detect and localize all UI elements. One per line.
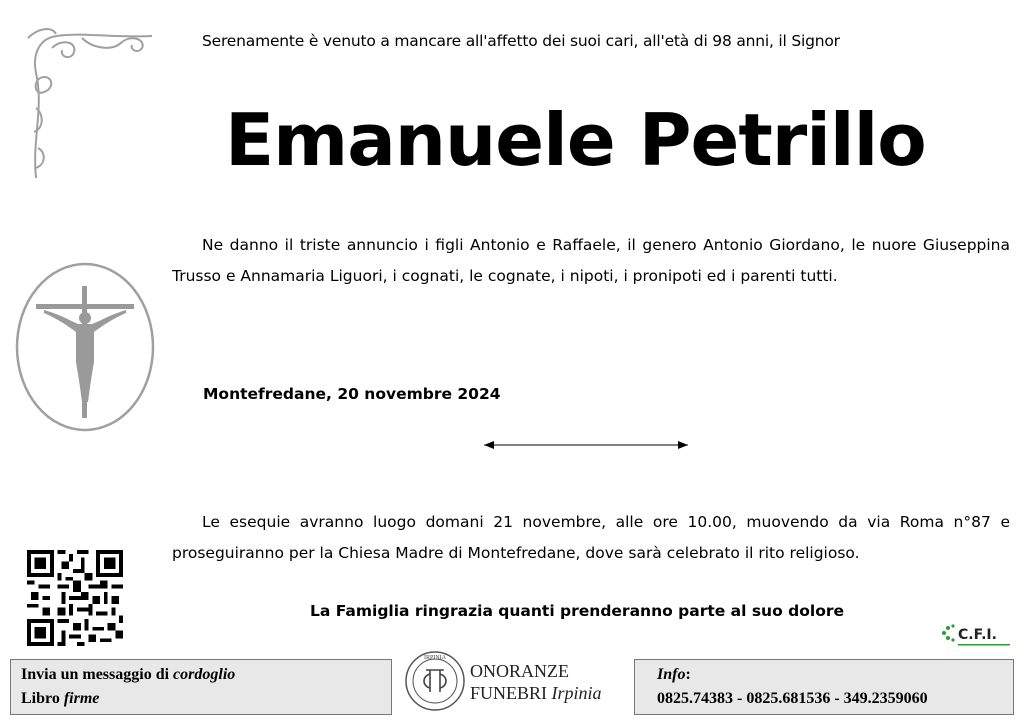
cfi-label: C.F.I. <box>958 627 997 643</box>
condolence-box[interactable] <box>10 659 392 715</box>
seal-text: IRPINIA <box>424 655 446 661</box>
info-box <box>634 659 1014 715</box>
brand-funebri: FUNEBRI <box>470 683 552 703</box>
agency-brand <box>470 660 602 704</box>
double-arrow-divider <box>480 437 692 453</box>
guestbook-italic: firme <box>63 690 100 707</box>
qr-code[interactable] <box>26 550 124 646</box>
announcement-paragraph <box>172 230 1010 292</box>
info-label-line <box>657 666 691 684</box>
intro-text: Serenamente è venuto a mancare all'affetto dei suoi cari, all'età di 98 anni, il Signor <box>202 32 840 50</box>
guestbook-link[interactable] <box>21 690 99 708</box>
corner-ornament <box>22 18 162 188</box>
funeral-text: Le esequie avranno luogo domani 21 novembre, alle ore 10.00, muovendo da via Roma n°87 e proseguiranno per la Chiesa Madre di Montefredane, dove sarà celebrato il rito religioso. <box>172 513 1010 562</box>
agency-seal-logo <box>404 650 466 712</box>
condolence-prefix: Invia un messaggio di <box>21 666 174 683</box>
funeral-paragraph <box>172 507 1010 569</box>
family-thanks: La Famiglia ringrazia quanti prenderanno parte al suo dolore <box>310 602 845 620</box>
condolence-italic: cordoglio <box>173 666 236 683</box>
guestbook-prefix: Libro <box>21 690 64 707</box>
brand-irpinia: Irpinia <box>551 683 602 703</box>
announcement-text: Ne danno il triste annuncio i figli Antonio e Raffaele, il genero Antonio Giordano, le nuore Giuseppina Trusso e Annamaria Liguori, i cognati, le cognate, i nipoti, i pronipoti ed i parenti tutti. <box>172 236 1010 285</box>
info-colon: : <box>685 666 691 683</box>
deceased-name: Emanuele Petrillo <box>225 98 926 182</box>
brand-line-2 <box>470 682 602 704</box>
place-date: Montefredane, 20 novembre 2024 <box>203 385 501 403</box>
cfi-logo <box>940 620 1016 650</box>
condolence-link[interactable] <box>21 666 235 684</box>
info-label: Info <box>657 666 686 683</box>
brand-line-1: ONORANZE <box>470 661 569 681</box>
crucifix-icon <box>14 262 159 434</box>
phone-numbers[interactable]: 0825.74383 - 0825.681536 - 349.2359060 <box>657 690 928 707</box>
